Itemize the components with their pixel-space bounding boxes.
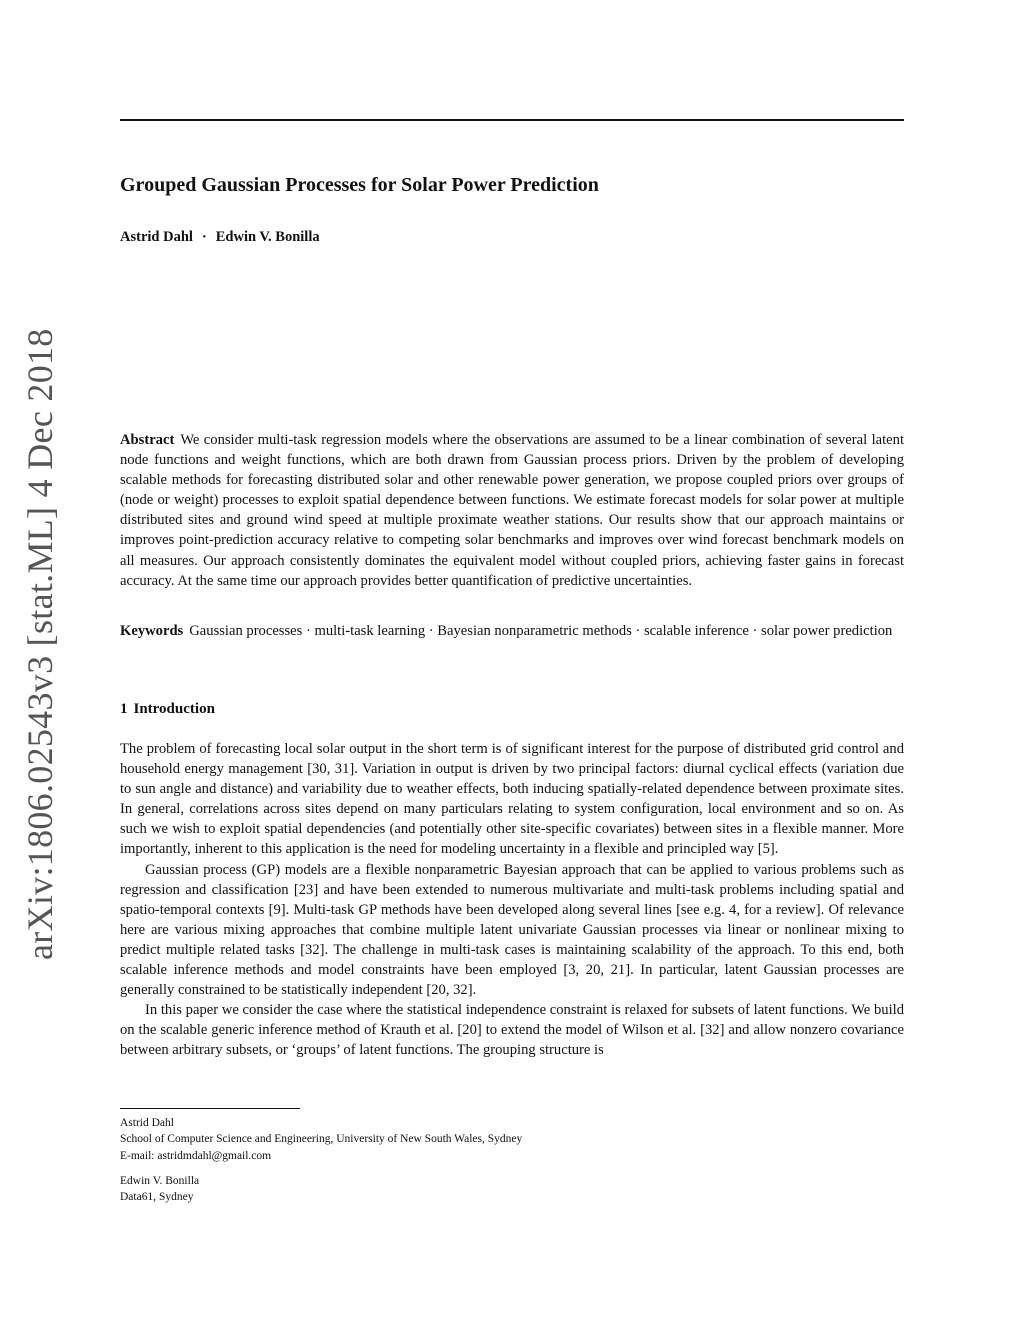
section-heading xyxy=(120,701,904,718)
affiliation-institution: School of Computer Science and Engineering, University of New South Wales, Sydney xyxy=(120,1133,523,1146)
arxiv-identifier: arXiv:1806.02543v3 [stat.ML] 4 Dec 2018 xyxy=(20,328,60,960)
keywords-label: Keywords xyxy=(120,623,184,639)
abstract-label: Abstract xyxy=(120,432,175,448)
affiliation-name: Astrid Dahl xyxy=(120,1117,174,1129)
author-name: Edwin V. Bonilla xyxy=(215,229,320,245)
affiliation-institution: Data61, Sydney xyxy=(120,1191,194,1204)
affiliation-email: E-mail: astridmdahl@gmail.com xyxy=(120,1149,272,1162)
author-affiliations xyxy=(120,1115,904,1205)
abstract xyxy=(120,430,904,591)
paper-title: Grouped Gaussian Processes for Solar Power Prediction xyxy=(120,174,599,196)
affiliation-name: Edwin V. Bonilla xyxy=(120,1174,200,1187)
header-rule xyxy=(120,119,904,121)
author-name: Astrid Dahl xyxy=(120,229,193,245)
paragraph: In this paper we consider the case where the statistical independence constraint is relaxed for subsets of latent functions. We build on the scalable generic inference method of Krauth et al. [20] to extend the model of Wilson et al. [32] and allow nonzero covariance between arbitrary subsets, or ‘groups’ of latent functions. The grouping structure is xyxy=(120,1002,904,1059)
paragraph: Gaussian process (GP) models are a flexible nonparametric Bayesian approach that can be applied to various problems such as regression and classification [23] and have been extended to numerous multivariate and multi-task problems including spatial and spatio-temporal contexts [9]. Multi-task GP methods have been developed along several lines [see e.g. 4, for a review]. Of relevance here are various mixing approaches that combine multiple latent univariate Gaussian processes via linear or nonlinear mixing to predict multiple related tasks [32]. The challenge in multi-task cases is maintaining scalability of the approach. To this end, both scalable inference methods and model constraints have been employed [3, 20, 21]. In particular, latent Gaussian processes are generally constrained to be statistically independent [20, 32]. xyxy=(120,861,904,999)
author-separator: · xyxy=(201,229,207,245)
section-body xyxy=(120,739,904,1061)
author-list xyxy=(120,229,904,246)
keywords-text: Gaussian processes · multi-task learning · Bayesian nonparametric methods · scalable inference · solar power prediction xyxy=(189,623,893,639)
footnote-rule xyxy=(120,1108,300,1109)
keywords xyxy=(120,621,904,641)
section-number: 1 xyxy=(120,701,128,717)
abstract-text: We consider multi-task regression models where the observations are assumed to be a linear combination of several latent node functions and weight functions, which are both drawn from Gaussian process priors. Driven by the problem of developing scalable methods for forecasting distributed solar and other renewable power generation, we propose coupled priors over groups of (node or weight) processes to exploit spatial dependence between functions. We estimate forecast models for solar power at multiple distributed sites and ground wind speed at multiple proximate weather stations. Our results show that our approach maintains or improves point-prediction accuracy relative to competing solar benchmarks and improves over wind forecast benchmark models on all measures. Our approach consistently dominates the equivalent model without coupled priors, achieving faster gains in forecast accuracy. At the same time our approach provides better quantification of predictive uncertainties. xyxy=(120,432,904,589)
section-title: Introduction xyxy=(133,701,215,717)
paragraph: The problem of forecasting local solar output in the short term is of significant interest for the purpose of distributed grid control and household energy management [30, 31]. Variation in output is driven by two principal factors: diurnal cyclical effects (variation due to sun angle and distance) and variability due to weather effects, both inducing spatially-related dependence between proximate sites. In general, correlations across sites depend on many particulars relating to system configuration, local environment and so on. As such we wish to exploit spatial dependencies (and potentially other site-specific covariates) between sites in a flexible manner. More importantly, inherent to this application is the need for modeling uncertainty in a flexible and principled way [5]. xyxy=(120,741,904,858)
